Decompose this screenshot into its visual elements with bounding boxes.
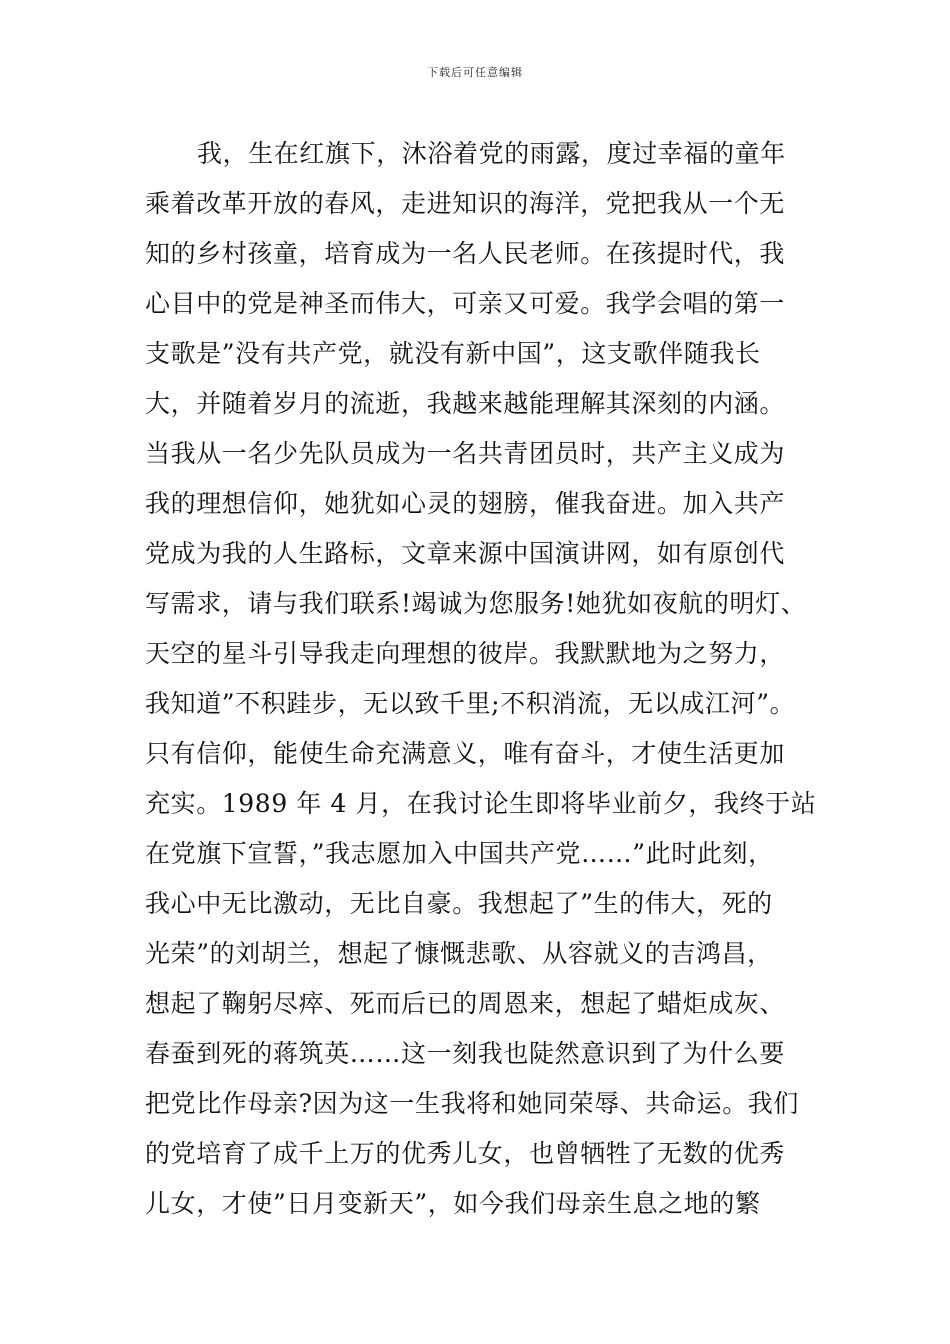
text-line: 知的乡村孩童，培育成为一名人民老师。在孩提时代，我 xyxy=(145,239,786,268)
text-line: 只有信仰，能使生命充满意义，唯有奋斗，才使生活更加 xyxy=(145,739,786,768)
text-line: 支歌是”没有共产党，就没有新中国”，这支歌伴随我长 xyxy=(145,339,761,368)
text-line: 当我从一名少先队员成为一名共青团员时，共产主义成为 xyxy=(145,439,786,468)
text-line: 天空的星斗引导我走向理想的彼岸。我默默地为之努力， xyxy=(145,639,786,668)
text-line: 春蚕到死的蒋筑英……这一刻我也陡然意识到了为什么要 xyxy=(145,1039,786,1068)
text-line: 在党旗下宣誓，”我志愿加入中国共产党……”此时此刻， xyxy=(145,839,774,868)
text-line: 充实。1989 年 4 月，在我讨论生即将毕业前夕，我终于站 xyxy=(145,789,817,818)
text-line: 我心中无比激动，无比自豪。我想起了”生的伟大，死的 xyxy=(145,889,773,918)
text-line: 光荣”的刘胡兰，想起了慷慨悲歌、从容就义的吉鸿昌， xyxy=(145,939,773,968)
page-header: 下载后可任意编辑 xyxy=(427,66,523,79)
text-line: 我知道”不积跬步，无以致千里;不积消流，无以成江河”。 xyxy=(145,689,796,718)
text-line: 大，并随着岁月的流逝，我越来越能理解其深刻的内涵。 xyxy=(145,389,786,418)
text-line: 心目中的党是神圣而伟大，可亲又可爱。我学会唱的第一 xyxy=(145,289,786,318)
document-body xyxy=(145,129,835,1229)
text-line: 把党比作母亲?因为这一生我将和她同荣辱、共命运。我们 xyxy=(145,1089,800,1118)
text-line: 儿女，才使”日月变新天”，如今我们母亲生息之地的繁 xyxy=(145,1189,761,1218)
text-line: 的党培育了成千上万的优秀儿女，也曾牺牲了无数的优秀 xyxy=(145,1139,786,1168)
text-line: 想起了鞠躬尽瘁、死而后已的周恩来，想起了蜡炬成灰、 xyxy=(145,989,786,1018)
text-line: 我的理想信仰，她犹如心灵的翅膀，催我奋进。加入共产 xyxy=(145,489,786,518)
text-line: 写需求，请与我们联系!竭诚为您服务!她犹如夜航的明灯、 xyxy=(145,589,807,618)
text-line: 我，生在红旗下，沐浴着党的雨露，度过幸福的童年 xyxy=(197,139,786,168)
text-line: 乘着改革开放的春风，走进知识的海洋，党把我从一个无 xyxy=(145,189,786,218)
text-line: 党成为我的人生路标，文章来源中国演讲网，如有原创代 xyxy=(145,539,786,568)
